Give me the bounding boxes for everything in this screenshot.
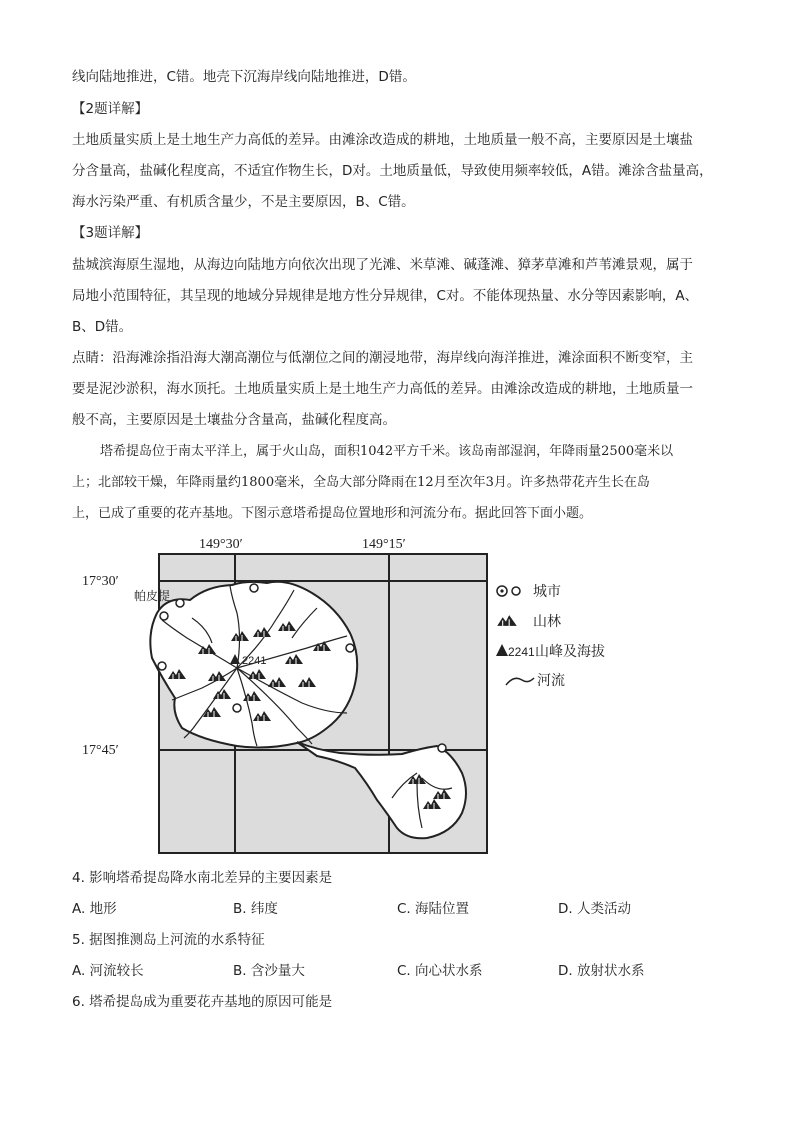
legend-label: 河流 <box>537 673 565 689</box>
option-b[interactable]: B. 纬度 <box>233 901 278 917</box>
explanation-line: 盐城滨海原生湿地，从海边向陆地方向依次出现了光滩、米草滩、碱蓬滩、獐茅草滩和芦苇滩景观，属于 <box>72 257 693 273</box>
legend-label: 城市 <box>533 584 561 600</box>
passage-line: 塔希提岛位于南太平洋上，属于火山岛，面积1042平方千米。该岛南部湿润，年降雨量2500毫米以 <box>100 444 674 459</box>
lat-label: 17°45′ <box>82 743 119 758</box>
note-line: 点睛：沿海滩涂指沿海大潮高潮位与低潮位之间的潮浸地带，海岸线向海洋推进，滩涂面积不断变窄，主 <box>72 350 693 366</box>
option-a[interactable]: A. 地形 <box>72 901 117 917</box>
map-legend <box>496 584 605 689</box>
lon-label: 149°15′ <box>362 537 406 552</box>
note-line: 般不高，主要原因是土壤盐分含量高，盐碱化程度高。 <box>72 412 396 428</box>
option-d[interactable]: D. 放射状水系 <box>558 963 645 979</box>
city-icon <box>233 704 241 712</box>
city-icon <box>250 584 258 592</box>
lat-label: 17°30′ <box>82 574 119 589</box>
passage-line: 上；北部较干燥，年降雨量约1800毫米，全岛大部分降雨在12月至次年3月。许多热带花卉生长在岛 <box>72 475 650 490</box>
legend-value: 2241 <box>508 645 535 659</box>
explanation-line: B、D错。 <box>72 319 133 335</box>
explanation-line: 海水污染严重、有机质含量少，不是主要原因，B、C错。 <box>72 194 415 210</box>
river-icon <box>506 678 534 685</box>
option-c[interactable]: C. 向心状水系 <box>397 963 483 979</box>
question-stem: 4. 影响塔希提岛降水南北差异的主要因素是 <box>72 870 333 886</box>
section-heading-q3: 【3题详解】 <box>72 225 149 241</box>
tahiti-map <box>72 528 624 862</box>
explanation-line: 局地小范围特征，其呈现的地域分异规律是地方性分异规律，C对。不能体现热量、水分等因素影响，A、 <box>72 288 699 304</box>
city-icon <box>346 644 354 652</box>
legend-label: 山林 <box>533 614 561 630</box>
option-d[interactable]: D. 人类活动 <box>558 901 631 917</box>
option-a[interactable]: A. 河流较长 <box>72 963 144 979</box>
explanation-line: 分含量高，盐碱化程度高，不适宜作物生长，D对。土地质量低，导致使用频率较低，A错。滩涂含盐量高， <box>72 163 713 179</box>
option-c[interactable]: C. 海陆位置 <box>397 901 470 917</box>
note-line: 要是泥沙淤积，海水顶托。土地质量实质上是土地生产力高低的差异。由滩涂改造成的耕地，土地质量一 <box>72 381 693 397</box>
city-icon <box>160 612 168 620</box>
passage-line: 上，已成了重要的花卉基地。下图示意塔希提岛位置地形和河流分布。据此回答下面小题。 <box>72 506 593 521</box>
question-stem: 6. 塔希提岛成为重要花卉基地的原因可能是 <box>72 994 333 1010</box>
city-icon <box>438 744 446 752</box>
section-heading-q2: 【2题详解】 <box>72 101 149 117</box>
peak-elevation: 2241 <box>242 655 267 667</box>
city-icon <box>512 587 520 595</box>
mountain-forest-icon <box>497 615 517 626</box>
peak-icon <box>496 644 508 656</box>
question-stem: 5. 据图推测岛上河流的水系特征 <box>72 932 265 948</box>
explanation-line: 线向陆地推进，C错。地壳下沉海岸线向陆地推进，D错。 <box>72 69 416 85</box>
option-b[interactable]: B. 含沙量大 <box>233 963 305 979</box>
city-label: 帕皮提 <box>134 589 171 603</box>
lon-label: 149°30′ <box>199 537 243 552</box>
city-icon <box>176 599 184 607</box>
legend-label: 山峰及海拔 <box>535 644 605 660</box>
explanation-line: 土地质量实质上是土地生产力高低的差异。由滩涂改造成的耕地，土地质量一般不高，主要原因是土壤盐 <box>72 132 693 148</box>
city-icon <box>158 662 166 670</box>
